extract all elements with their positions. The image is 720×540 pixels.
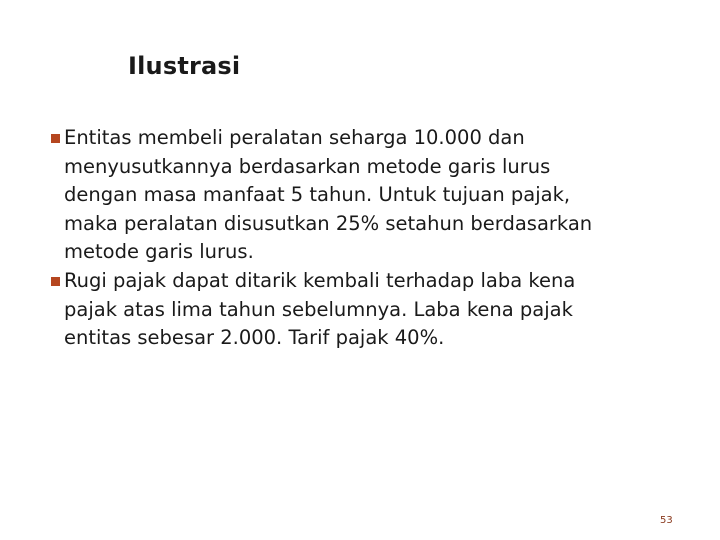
- slide-title: Ilustrasi: [128, 52, 241, 80]
- bullet-list: [52, 124, 692, 353]
- bullet-item: [52, 124, 692, 267]
- square-bullet-icon: [51, 277, 60, 286]
- bullet-item: [52, 267, 692, 353]
- bullet-text-line: Rugi pajak dapat ditarik kembali terhadap laba kena: [64, 268, 576, 292]
- bullet-text-line: dengan masa manfaat 5 tahun. Untuk tujuan pajak,: [64, 183, 571, 207]
- bullet-text-line: metode garis lurus.: [64, 240, 254, 264]
- bullet-text-line: Entitas membeli peralatan seharga 10.000 dan: [64, 126, 525, 149]
- page-number: 53: [660, 515, 673, 526]
- bullet-text-line: pajak atas lima tahun sebelumnya. Laba kena pajak: [64, 297, 573, 321]
- square-bullet-icon: [51, 134, 60, 143]
- bullet-text-line: entitas sebesar 2.000. Tarif pajak 40%.: [64, 326, 445, 350]
- bullet-text-line: menyusutkannya berdasarkan metode garis lurus: [64, 154, 551, 178]
- bullet-text-line: maka peralatan disusutkan 25% setahun berdasarkan: [64, 211, 593, 235]
